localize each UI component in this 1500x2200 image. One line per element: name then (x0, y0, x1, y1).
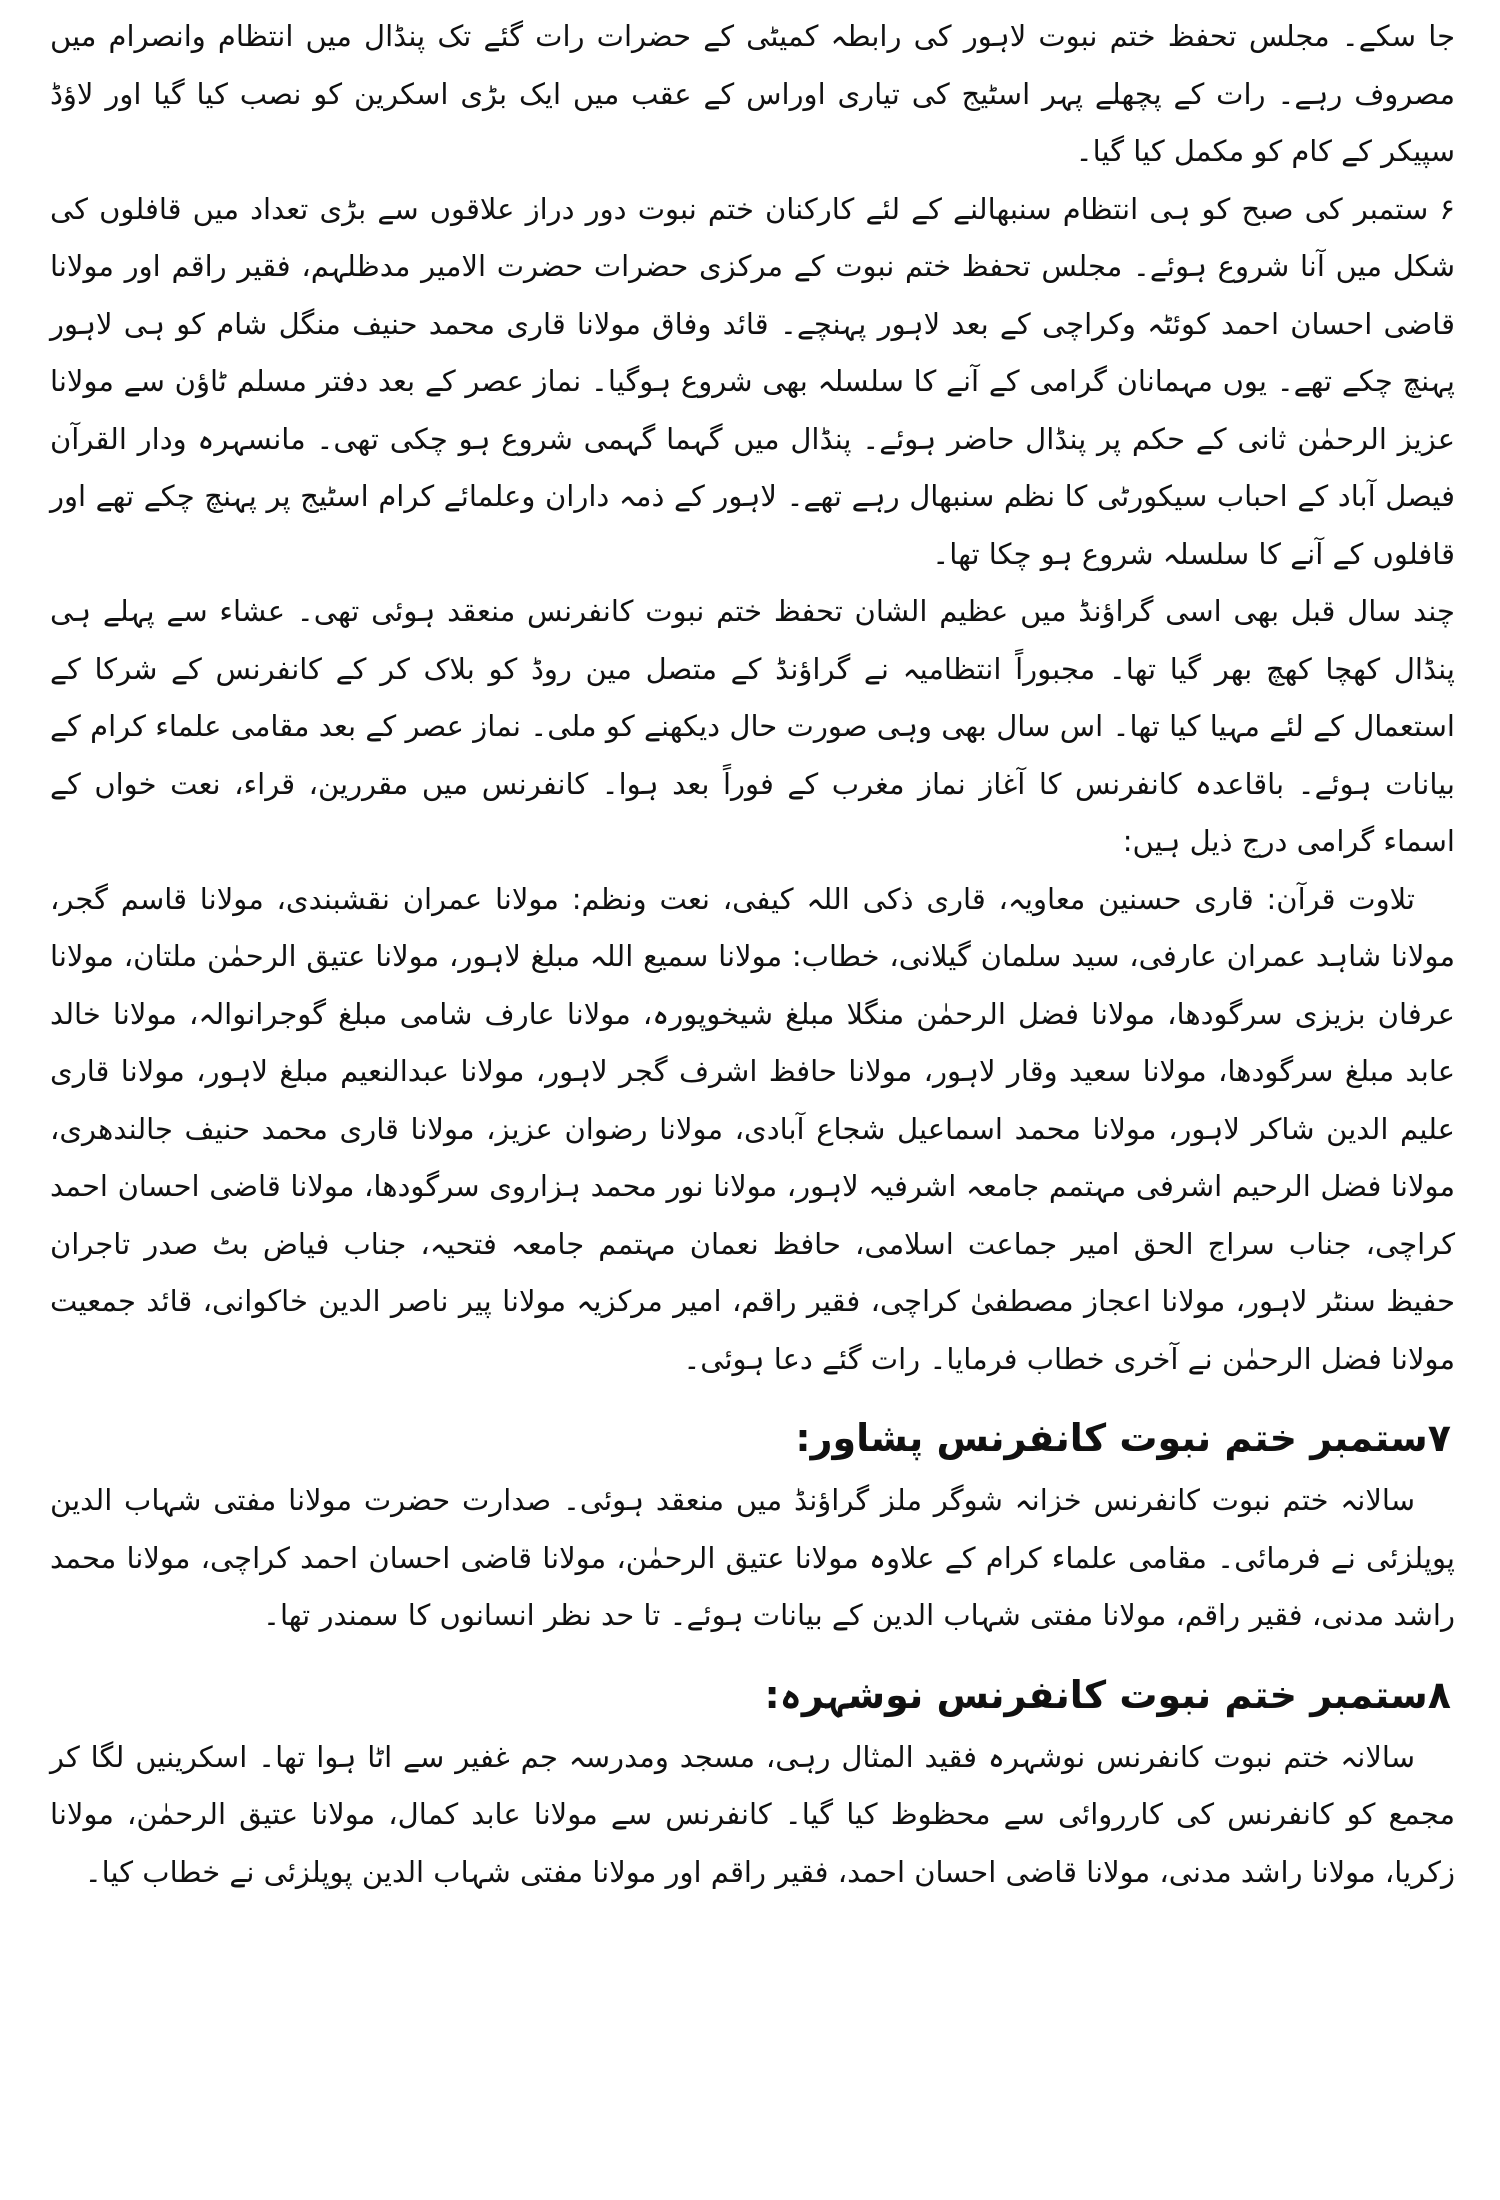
paragraph-speakers-list: تلاوت قرآن: قاری حسنین معاویہ، قاری ذکی اللہ کیفی، نعت ونظم: مولانا عمران نقشبندی، مولانا قاسم گجر، مولانا شاہد عمران عارفی، سید سلمان گیلانی، خطاب: مولانا سمیع اللہ مبلغ لاہور، مولانا عتیق الرحمٰن ملتان، مولانا عرفان بزیزی سرگودھا، مولانا فضل الرحمٰن منگلا مبلغ شیخوپورہ، مولانا عارف شامی مبلغ گوجرانوالہ، مولانا خالد عابد مبلغ سرگودھا، مولانا سعید وقار لاہور، مولانا حافظ اشرف گجر لاہور، مولانا عبدالنعیم مبلغ لاہور، مولانا قاری علیم الدین شاکر لاہور، مولانا محمد اسماعیل شجاع آبادی، مولانا رضوان عزیز، مولانا قاری محمد حنیف جالندھری، مولانا فضل الرحیم اشرفی مہتمم جامعہ اشرفیہ لاہور، مولانا نور محمد ہزاروی سرگودھا، مولانا قاضی احسان احمد کراچی، جناب سراج الحق امیر جماعت اسلامی، حافظ نعمان مہتمم جامعہ فتحیہ، جناب فیاض بٹ صدر تاجران حفیظ سنٹر لاہور، مولانا اعجاز مصطفیٰ کراچی، فقیر راقم، امیر مرکزیہ مولانا پیر ناصر الدین خاکوانی، قائد جمعیت مولانا فضل الرحمٰن نے آخری خطاب فرمایا۔ رات گئے دعا ہوئی۔ (50, 881, 1455, 1376)
document-page (50, 8, 1455, 1901)
paragraph-sept-6: ۶ ستمبر کی صبح کو ہی انتظام سنبھالنے کے لئے کارکنان ختم نبوت دور دراز علاقوں سے بڑی تعداد میں قافلوں کی شکل میں آنا شروع ہوئے۔ مجلس تحفظ ختم نبوت کے مرکزی حضرات حضرت الامیر مدظلہم، فقیر راقم اور مولانا قاضی احسان احمد کوئٹہ وکراچی کے بعد لاہور پہنچے۔ قائد وفاق مولانا قاری محمد حنیف منگل شام کو ہی لاہور پہنچ چکے تھے۔ یوں مہمانان گرامی کے آنے کا سلسلہ بھی شروع ہوگیا۔ نماز عصر کے بعد دفتر مسلم ٹاؤن سے مولانا عزیز الرحمٰن ثانی کے حکم پر پنڈال حاضر ہوئے۔ پنڈال میں گہما گہمی شروع ہو چکی تھی۔ مانسہرہ ودار القرآن فیصل آباد کے احباب سیکورٹی کا نظم سنبھال رہے تھے۔ لاہور کے ذمہ داران وعلمائے کرام اسٹیج پر پہنچ چکے تھے اور قافلوں کے آنے کا سلسلہ شروع ہو چکا تھا۔ (50, 191, 1455, 571)
heading-nowshera (50, 1661, 1451, 1729)
paragraph-conference-history: چند سال قبل بھی اسی گراؤنڈ میں عظیم الشان تحفظ ختم نبوت کانفرنس منعقد ہوئی تھی۔ عشاء سے پہلے ہی پنڈال کھچا کھچ بھر گیا تھا۔ مجبوراً انتظامیہ نے گراؤنڈ کے متصل مین روڈ کو بلاک کر کے کانفرنس کے شرکا کے استعمال کے لئے مہیا کیا تھا۔ اس سال بھی وہی صورت حال دیکھنے کو ملی۔ نماز عصر کے بعد مقامی علماء کرام کے بیانات ہوئے۔ باقاعدہ کانفرنس کا آغاز نماز مغرب کے فوراً بعد ہوا۔ کانفرنس میں مقررین، قراء، نعت خواں کے اسماء گرامی درج ذیل ہیں: (50, 594, 1455, 858)
paragraph-lahore-arrangements: جا سکے۔ مجلس تحفظ ختم نبوت لاہور کی رابطہ کمیٹی کے حضرات رات گئے تک پنڈال میں انتظام وانصرام میں مصروف رہے۔ رات کے پچھلے پہر اسٹیج کی تیاری اوراس کے عقب میں ایک بڑی اسکرین کو نصب کیا گیا اور لاؤڈ سپیکر کے کام کو مکمل کیا گیا۔ (50, 19, 1455, 168)
heading-nowshera-date: ۸ (1427, 1672, 1451, 1717)
heading-peshawar-date: ۷ (1427, 1416, 1451, 1460)
paragraph-nowshera: سالانہ ختم نبوت کانفرنس نوشہرہ فقید المثال رہی، مسجد ومدرسہ جم غفیر سے اٹا ہوا تھا۔ اسکرینیں لگا کر مجمع کو کانفرنس کی کارروائی سے محظوظ کیا گیا۔ کانفرنس سے مولانا عابد کمال، مولانا عتیق الرحمٰن، مولانا زکریا، مولانا راشد مدنی، مولانا قاضی احسان احمد، فقیر راقم اور مولانا مفتی شہاب الدین پوپلزئی نے خطاب کیا۔ (50, 1739, 1455, 1889)
heading-peshawar-text: ستمبر ختم نبوت کانفرنس پشاور: (795, 1416, 1428, 1460)
heading-peshawar (50, 1404, 1451, 1472)
heading-nowshera-text: ستمبر ختم نبوت کانفرنس نوشہرہ: (764, 1672, 1428, 1717)
paragraph-peshawar: سالانہ ختم نبوت کانفرنس خزانہ شوگر ملز گراؤنڈ میں منعقد ہوئی۔ صدارت حضرت مولانا مفتی شہاب الدین پوپلزئی نے فرمائی۔ مقامی علماء کرام کے علاوہ مولانا عتیق الرحمٰن، مولانا قاضی احسان احمد کراچی، مولانا محمد راشد مدنی، فقیر راقم، مولانا مفتی شہاب الدین کے بیانات ہوئے۔ تا حد نظر انسانوں کا سمندر تھا۔ (50, 1483, 1455, 1632)
